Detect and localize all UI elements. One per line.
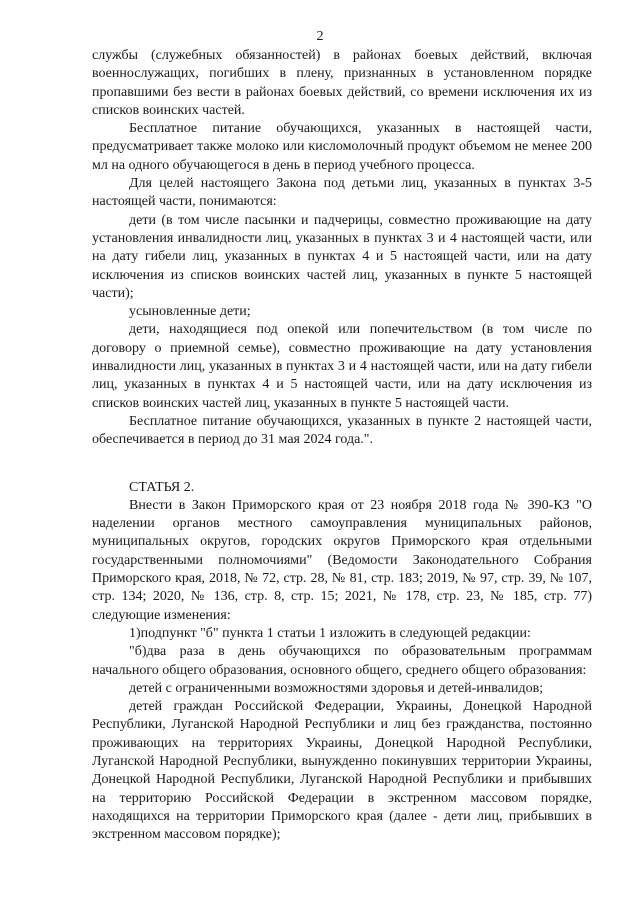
article-heading: СТАТЬЯ 2.: [129, 479, 195, 495]
paragraph-guardianship-children: дети, находящиеся под опекой или попечительством (в том числе по договору о приемной семье), совместно проживающие на дату установления инвалидности лиц, указанных в пунктах 3 и 4 настоящей части, или на дату гибели лиц, указанных в пунктах 4 и 5 настоящей части, или на дату исключения из списков воинских частей лиц, указанных в пункте 5 настоящей части.: [92, 322, 592, 411]
paragraph-adopted-children: усыновленные дети;: [129, 304, 251, 320]
paragraph-continuation: службы (служебных обязанностей) в районах боевых действий, включая военнослужащих, погибших в плену, признанных в установленном порядке пропавшими без вести в районах боевых действий, со времени исключения их из списков воинских частей.: [92, 48, 592, 118]
paragraph-twice-daily: "б)два раза в день обучающихся по образовательным программам начального общего образования, основного общего, среднего общего образования:: [92, 644, 592, 678]
paragraph-amendment-1: 1)подпункт "б" пункта 1 статьи 1 изложить в следующей редакции:: [129, 625, 531, 641]
paragraph-evacuated-children: детей граждан Российской Федерации, Украины, Донецкой Народной Республики, Луганской Народной Республики и лиц без гражданства, постоянно проживающих на территориях Украины, Донецкой Народной Республики, Луганской Народной Республики, вынужденно покинувших территории Украины, Донецкой Народной Республики, Луганской Народной Республики и прибывших на территорию Российской Федерации в экстренном массовом порядке, находящихся на территории Приморского края (далее - дети лиц, прибывших в экстренном массовом порядке);: [92, 699, 592, 843]
paragraph-children-definition: Для целей настоящего Закона под детьми лиц, указанных в пунктах 3-5 настоящей части, понимаются:: [92, 176, 592, 210]
paragraph-children-stepchildren: дети (в том числе пасынки и падчерицы, совместно проживающие на дату установления инвалидности лиц, указанных в пунктах 3 и 4 настоящей части, или на дату гибели лиц, указанных в пунктах 4 и 5 настоящей части, или на дату исключения из списков воинских частей лиц, указанных в пункте 5 настоящей части);: [92, 212, 592, 301]
paragraph-free-meals-period: Бесплатное питание обучающихся, указанных в пункте 2 настоящей части, обеспечивается в период до 31 мая 2024 года.".: [92, 413, 592, 448]
spacer: [92, 450, 592, 479]
paragraph-free-meals-milk: Бесплатное питание обучающихся, указанных в настоящей части, предусматривает также молоко или кисломолочный продукт объемом не менее 200 мл на одного обучающегося в день в период учебного процесса.: [92, 121, 592, 173]
document-body: [92, 47, 592, 844]
paragraph-amend-law: Внести в Закон Приморского края от 23 ноября 2018 года № 390-КЗ "О наделении органов местного самоуправления муниципальных районов, муниципальных округов, городских округов Приморского края отдельными государственными полномочиями" (Ведомости Законодательного Собрания Приморского края, 2018, № 72, стр. 28, № 81, стр. 183; 2019, № 97, стр. 39, № 107, стр. 134; 2020, № 136, стр. 8, стр. 15; 2021, № 178, стр. 23, № 185, стр. 77) следующие изменения:: [92, 497, 592, 623]
page-number: 2: [316, 29, 324, 44]
paragraph-disabled-children: детей с ограниченными возможностями здоровья и детей-инвалидов;: [129, 680, 544, 696]
